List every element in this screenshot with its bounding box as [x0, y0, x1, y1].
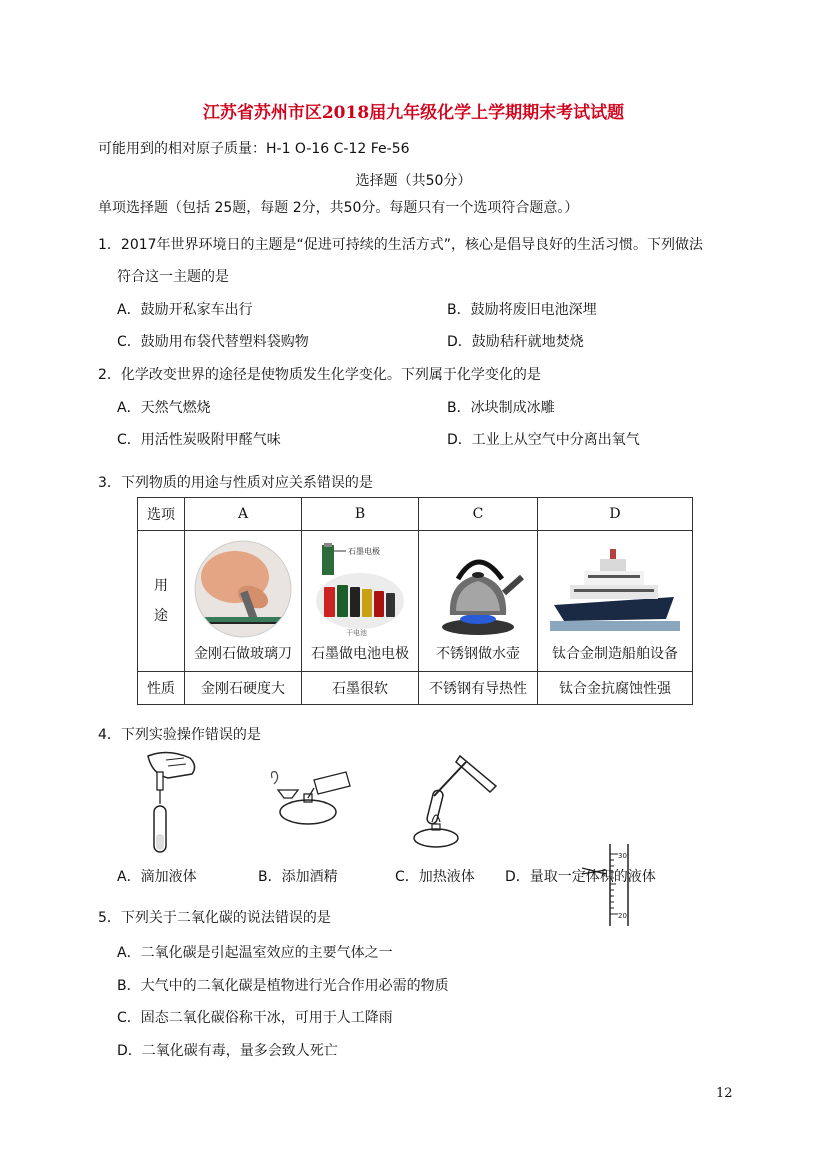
cylinder-mark-30: 30: [618, 852, 627, 860]
q3-property-row: [138, 672, 693, 705]
q4-option-b: B．添加酒精: [258, 869, 338, 885]
q2-option-b: B．冰块制成冰雕: [447, 400, 555, 416]
q3-header-b: B: [302, 498, 419, 531]
battery-image: [310, 539, 410, 639]
glass-cutter-image: [193, 539, 293, 639]
q5-option-d: D．二氧化碳有毒，量多会致人死亡: [117, 1043, 338, 1059]
q2-option-a: A．天然气燃烧: [117, 400, 211, 416]
q5-option-c: C．固态二氧化碳俗称干冰，可用于人工降雨: [117, 1010, 393, 1026]
ship-image: [550, 539, 680, 639]
q1-stem-line2: 符合这一主题的是: [117, 269, 229, 285]
q3-use-b: 石墨做电池电极: [311, 646, 409, 662]
q2-option-c: C．用活性炭吸附甲醛气味: [117, 432, 281, 448]
q3-cell-a: [185, 531, 302, 672]
q4-option-d: D．量取一定体积的液体: [505, 869, 656, 885]
q3-table: [137, 497, 693, 705]
q1-option-d: D．鼓励秸秆就地焚烧: [447, 334, 584, 350]
q5-stem: 5．下列关于二氧化碳的说法错误的是: [98, 910, 331, 926]
q1-option-a: A．鼓励开私家车出行: [117, 302, 253, 318]
q3-use-label: [138, 531, 185, 672]
q3-stem: 3．下列物质的用途与性质对应关系错误的是: [98, 475, 373, 491]
q3-property-d: 钛合金抗腐蚀性强: [538, 672, 693, 705]
q3-use-row: [138, 531, 693, 672]
q3-property-b: 石墨很软: [302, 672, 419, 705]
q3-header-row: [138, 498, 693, 531]
q3-use-d: 钛合金制造船舶设备: [552, 646, 678, 662]
q5-option-b: B．大气中的二氧化碳是植物进行光合作用必需的物质: [117, 978, 449, 994]
q3-cell-c: [419, 531, 538, 672]
cylinder-mark-20: 20: [618, 912, 627, 920]
page-number: 12: [716, 1086, 733, 1101]
kettle-image: [428, 539, 528, 639]
q1-option-b: B．鼓励将废旧电池深埋: [447, 302, 597, 318]
q4-option-c: C．加热液体: [395, 869, 475, 885]
q3-use-label-char1: 用: [154, 578, 168, 594]
q3-header-c: C: [419, 498, 538, 531]
q3-image-b-bottom-label: 干电池: [346, 629, 367, 637]
section-title: 选择题（共50分）: [355, 173, 472, 189]
atomic-mass-line: 可能用到的相对原子质量：H-1 O-16 C-12 Fe-56: [98, 141, 410, 157]
q3-header-a: A: [185, 498, 302, 531]
q3-property-label: 性质: [138, 672, 185, 705]
q3-use-c: 不锈钢做水壶: [436, 646, 520, 662]
q3-use-a: 金刚石做玻璃刀: [194, 646, 292, 662]
q3-cell-b: [302, 531, 419, 672]
alcohol-lamp-drawing: [262, 768, 354, 830]
q1-stem-line1: 1．2017年世界环境日的主题是“促进可持续的生活方式”，核心是倡导良好的生活习惯。下列做法: [98, 237, 704, 253]
page-title: 江苏省苏州市区2018届九年级化学上学期期末考试试题: [202, 103, 625, 123]
q4-stem: 4．下列实验操作错误的是: [98, 727, 261, 743]
q3-use-label-char2: 途: [154, 608, 168, 624]
dropper-drawing: [138, 748, 208, 858]
q3-cell-d: [538, 531, 693, 672]
q3-header-d: D: [538, 498, 693, 531]
q2-option-d: D．工业上从空气中分离出氧气: [447, 432, 640, 448]
q5-option-a: A．二氧化碳是引起温室效应的主要气体之一: [117, 945, 393, 961]
q3-image-b-top-label: 石墨电极: [348, 547, 380, 556]
q3-property-a: 金刚石硬度大: [185, 672, 302, 705]
q1-option-c: C．鼓励用布袋代替塑料袋购物: [117, 334, 309, 350]
q3-property-c: 不锈钢有导热性: [419, 672, 538, 705]
q2-stem: 2．化学改变世界的途径是使物质发生化学变化。下列属于化学变化的是: [98, 367, 541, 383]
section-description: 单项选择题（包括 25题，每题 2分，共50分。每题只有一个选项符合题意。）: [98, 200, 579, 216]
q4-option-a: A．滴加液体: [117, 869, 197, 885]
heating-liquid-drawing: [410, 750, 502, 850]
q3-header-option: 选项: [138, 498, 185, 531]
